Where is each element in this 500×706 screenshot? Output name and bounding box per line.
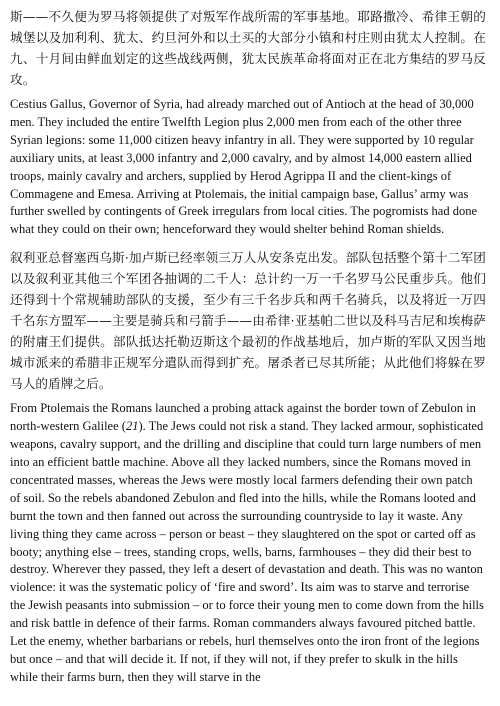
paragraph-en-1: Cestius Gallus, Governor of Syria, had already marched out of Antioch at the head of 30,000 men. They included the entire Twelfth Legion plus 2,000 men from each of the other three Syrian legions: some 11,000 citizen heavy infantry in all. They were supported by 10 regular auxiliary units, at least 3,000 infantry and 2,000 cavalry, and by almost 14,000 eastern allied troops, mainly cavalry and archers, supplied by Herod Agrippa II and the client-kings of Commagene and Emesa. Arriving at Ptolemais, the initial campaign base, Gallus’ army was further swelled by contingents of Greek irregulars from local cities. The pogromists had done what they could on their own; henceforward they would shelter behind Roman shields.: [10, 97, 477, 237]
paragraph-en-2-part-a: From Ptolemais the Romans launched a probing attack against the border town of Zebulon in north-western Galilee (: [10, 401, 476, 434]
paragraph-en-2: [10, 400, 486, 687]
paragraph-zh-1: 斯——不久便为罗马将领提供了对叛军作战所需的军事基地。耶路撒冷、希律王朝的城堡以及加利利、犹太、约旦河外和以土买的大部分小镇和村庄则由犹太人控制。在九、十月间由鲜血划定的这些战线两侧，犹太民族革命将面对正在北方集结的罗马反攻。: [10, 9, 486, 87]
map-reference: 21: [125, 419, 139, 434]
paragraph-zh-2: 叙利亚总督塞西乌斯·加卢斯已经率领三万人从安条克出发。部队包括整个第十二军团以及叙利亚其他三个军团各抽调的二千人：总计约一万一千名罗马公民重步兵。他们还得到十个常规辅助部队的支援，至少有三千名步兵和两千名骑兵，以及将近一万四千名东方盟军——主要是骑兵和弓箭手——由希律·亚基帕二世以及科马吉尼和埃梅萨的附庸王们提供。部队抵达托勒迈斯这个最初的作战基地后，加卢斯的军队又因当地城市派来的希腊非正规军分遣队而得到扩充。屠杀者已尽其所能；从此他们将躲在罗马人的盾牌之后。: [10, 250, 486, 392]
paragraph-en-2-part-b: ). The Jews could not risk a stand. They lacked armour, sophisticated weapons, cavalry support, and the drilling and discipline that could turn large numbers of men into an efficient battle machine. Above all they lacked numbers, since the Romans moved in concentrated masses, whereas the Jews were mostly local farmers defending their own patch of soil. So the rebels abandoned Zebulon and fled into the hills, while the Romans looted and burnt the town and then fanned out across the surrounding countryside to lay it waste. Any living thing they came across – person or beast – they slaughtered on the spot or carted off as booty; anything else – trees, standing crops, wells, barns, farmhouses – they did their best to destroy. Wherever they passed, they left a desert of devastation and death. This was no wanton violence: it was the systematic policy of ‘fire and sword’. Its aim was to starve and terrorise the Jewish peasants into submission – or to force their young men to come down from the hills and risk battle in defence of their farms. Roman commanders always favoured pitched battle. Let the enemy, whether barbarians or rebels, hurl themselves onto the iron front of the legions but once – and that will decide it. If not, if they will not, if they prefer to skulk in the hills while their farms burn, then they will starve in the: [10, 419, 484, 684]
